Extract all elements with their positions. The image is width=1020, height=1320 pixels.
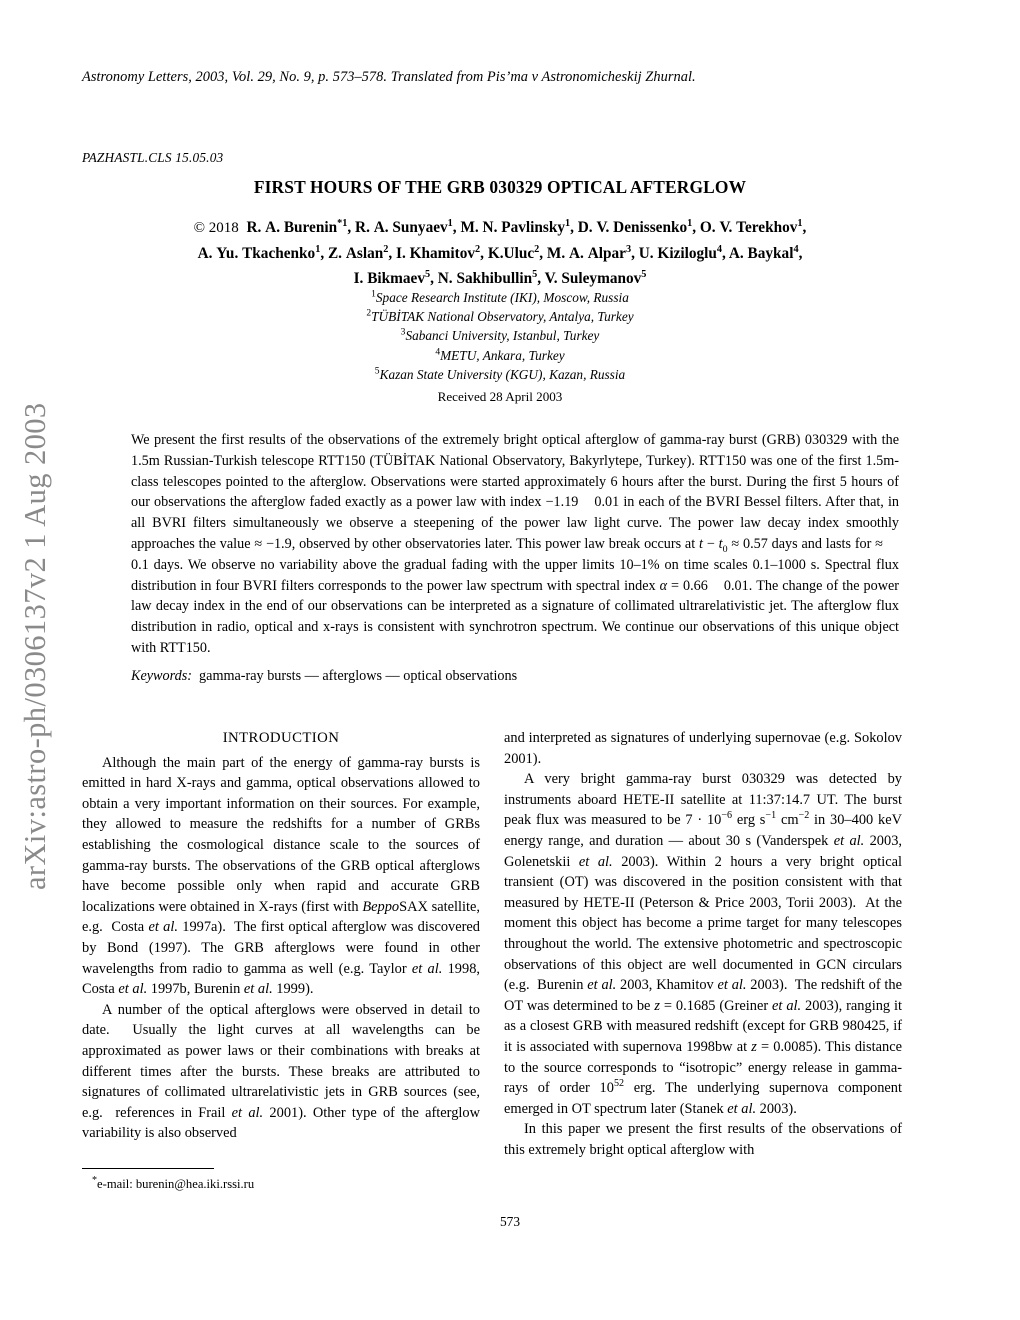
abstract-paragraph: We present the first results of the observations of the extremely bright optical afterglow of gamma-ray burst (GRB) 030329 with the 1.5m Russian-Turkish telescope RTT150 (TÜBİTAK National Observatory, Bakyrlytepe, Turkey). RTT150 was one of the first 1.5m-class telescopes pointed to the afterglow. Observations were started approximately 6 hours after the burst. During the first 5 hours of our observations the afterglow faded exactly as a power law with index −1.19 0.01 in each of the BVRI Bessel filters. After that, in all BVRI filters simultaneously we observe a steepening of the power law light curve. The power law decay index smoothly approaches the value ≈ −1.9, observed by other observatories later. This power law break occurs at $t - t_0 \approx 0.57$ days and lasts for ≈0.1 days. We observe no variability above the gradual fading with the upper limits 10–1% on time scales 0.1–1000 s. Spectral flux distribution in four BVRI filters corresponds to the power law spectrum with spectral index α = 0.66 0.01. The change of the power law decay index in the end of our observations can be interpreted as a signature of collimated ultrarelativistic jet. The afterglow flux distribution in radio, optical and x-rays is consistent with synchrotron spectrum. We continue our observations of this unique object with RTT150. (131, 432, 899, 656)
affiliation-item (82, 326, 918, 345)
column-left (82, 728, 480, 1144)
affiliation-item (82, 346, 918, 365)
keywords-value: gamma-ray bursts — afterglows — optical observations (199, 668, 518, 684)
author-line-3: I. Bikmaev$^5$, N. Sakhibullin$^5$, V. Suleymanov$^5$ (353, 269, 647, 288)
abstract (131, 430, 899, 659)
column-right (504, 728, 902, 1160)
copyright-mark: © 2018 (193, 220, 239, 236)
arxiv-stamp-text: arXiv:astro-ph/0306137v2 1 Aug 2003 (17, 402, 52, 890)
received-date: Received 28 April 2003 (437, 389, 563, 404)
page-title: FIRST HOURS OF THE GRB 030329 OPTICAL AFTERGLOW (253, 177, 747, 197)
keywords-line (131, 666, 899, 687)
paragraph: In this paper we present the first results of the observations of this extremely bright optical afterglow with (504, 1121, 902, 1158)
footnote-email: *e-mail: burenin@hea.iki.rssi.ru (92, 1174, 255, 1191)
affiliation-marker: 2 (366, 307, 372, 319)
author-line-1: © 2018 R. A. Burenin$^{*1}$, R. A. Sunyaev$^1$, M. N. Pavlinsky$^1$, D. V. Denissenko$^1$, O. V. Terekhov$^1$, (193, 217, 807, 236)
affiliation-item (82, 365, 918, 384)
paragraph: Although the main part of the energy of gamma-ray bursts is emitted in hard X-rays and gamma, optical observations allowed to obtain a very important information on their sources. For example, they allowed to measure the redshifts for a number of GRBs establishing the cosmological distance scale to the sources of gamma-ray bursts. The observations of the GRB optical afterglows have become possible only when rapid and accurate GRB localizations were obtained in X-rays (first with BeppoSAX satellite, e.g. Costa et al. 1997a). The first optical afterglow was discovered by Bond (1997). The GRB afterglows were found in other wavelengths from radio to gamma as well (e.g. Taylor et al. 1998, Costa et al. 1997b, Burenin et al. 1999). (82, 754, 480, 998)
author-list (82, 215, 918, 292)
affiliation-marker: 3 (400, 326, 406, 338)
footnote-separator-rule (82, 1168, 214, 1169)
paragraph: A very bright gamma-ray burst 030329 was detected by instruments aboard HETE-II satellite at 11:37:14.7 UT. The burst peak flux was measured to be $7 \cdot 10^{-6}$ erg $s^{-1}$ $cm^{-2}$ in 30–400 keV energy range, and duration — about 30 s (Vanderspek et al. 2003, Golenetskii et al. 2003). Within 2 hours a very bright optical transient (OT) was discovered in the position consistent with that measured by HETE-II (Peterson & Price 2003, Torii 2003). At the moment this object has become a prime target for many telescopes throughout the world. The extensive photometric and spectroscopic observations of this object are well documented in GCN circulars (e.g. Burenin et al. 2003, Khamitov et al. 2003). The redshift of the OT was determined to be z = 0.1685 (Greiner et al. 2003), ranging it as a closest GRB with measured redshift (except for GRB 980425, if it is associated with supernova 1998bw at z = 0.0085). This distance to the source corresponds to “isotropic” energy release in gamma-rays of order $10^{52}$ erg. The underlying supernova component emerged in OT spectrum later (Stanek et al. 2003). (504, 771, 903, 1117)
affiliation-item (82, 307, 918, 326)
affiliation-text: Kazan State University (KGU), Kazan, Russia (379, 366, 626, 382)
section-heading-introduction: INTRODUCTION (222, 730, 340, 746)
affiliation-text: TÜBİTAK National Observatory, Antalya, Turkey (371, 309, 634, 325)
affiliation-marker: 1 (371, 288, 376, 300)
author-line-2: A. Yu. Tkachenko$^1$, Z. Aslan$^2$, I. Khamitov$^2$, K.Uluc$^2$, M. A. Alpar$^3$, U. Kiziloglu$^4$, A. Baykal$^4$, (197, 244, 803, 263)
latex-class-line: PAZHASTL.CLS 15.05.03 (82, 150, 224, 165)
affiliation-list (82, 288, 918, 384)
affiliation-text: Sabanci University, Istanbul, Turkey (405, 328, 600, 344)
journal-reference-line: Astronomy Letters, 2003, Vol. 29, No. 9, p. 573–578. Translated from Pis’ma v Astronomicheskij Zhurnal. (82, 69, 696, 85)
affiliation-marker: 5 (374, 365, 380, 377)
paragraph: and interpreted as signatures of underlying supernovae (e.g. Sokolov 2001). (504, 730, 902, 767)
affiliation-marker: 4 (435, 346, 441, 358)
footnote-marker: * (92, 1174, 98, 1186)
page-number: 573 (499, 1214, 521, 1229)
affiliation-text: Space Research Institute (IKI), Moscow, Russia (375, 290, 629, 305)
affiliation-text: METU, Ankara, Turkey (440, 347, 565, 363)
paragraph: A number of the optical afterglows were observed in detail to date. Usually the light curves at all wavelengths can be approximated as power laws or their combinations with breaks at different times after the bursts. These breaks are attributed to signatures of collimated ultrarelativistic jets in GRB sources (see, e.g. references in Frail et al. 2001). Other type of the afterglow variability is also observed (82, 1001, 480, 1142)
keywords-label: Keywords: (131, 668, 192, 684)
affiliation-item (82, 288, 918, 307)
